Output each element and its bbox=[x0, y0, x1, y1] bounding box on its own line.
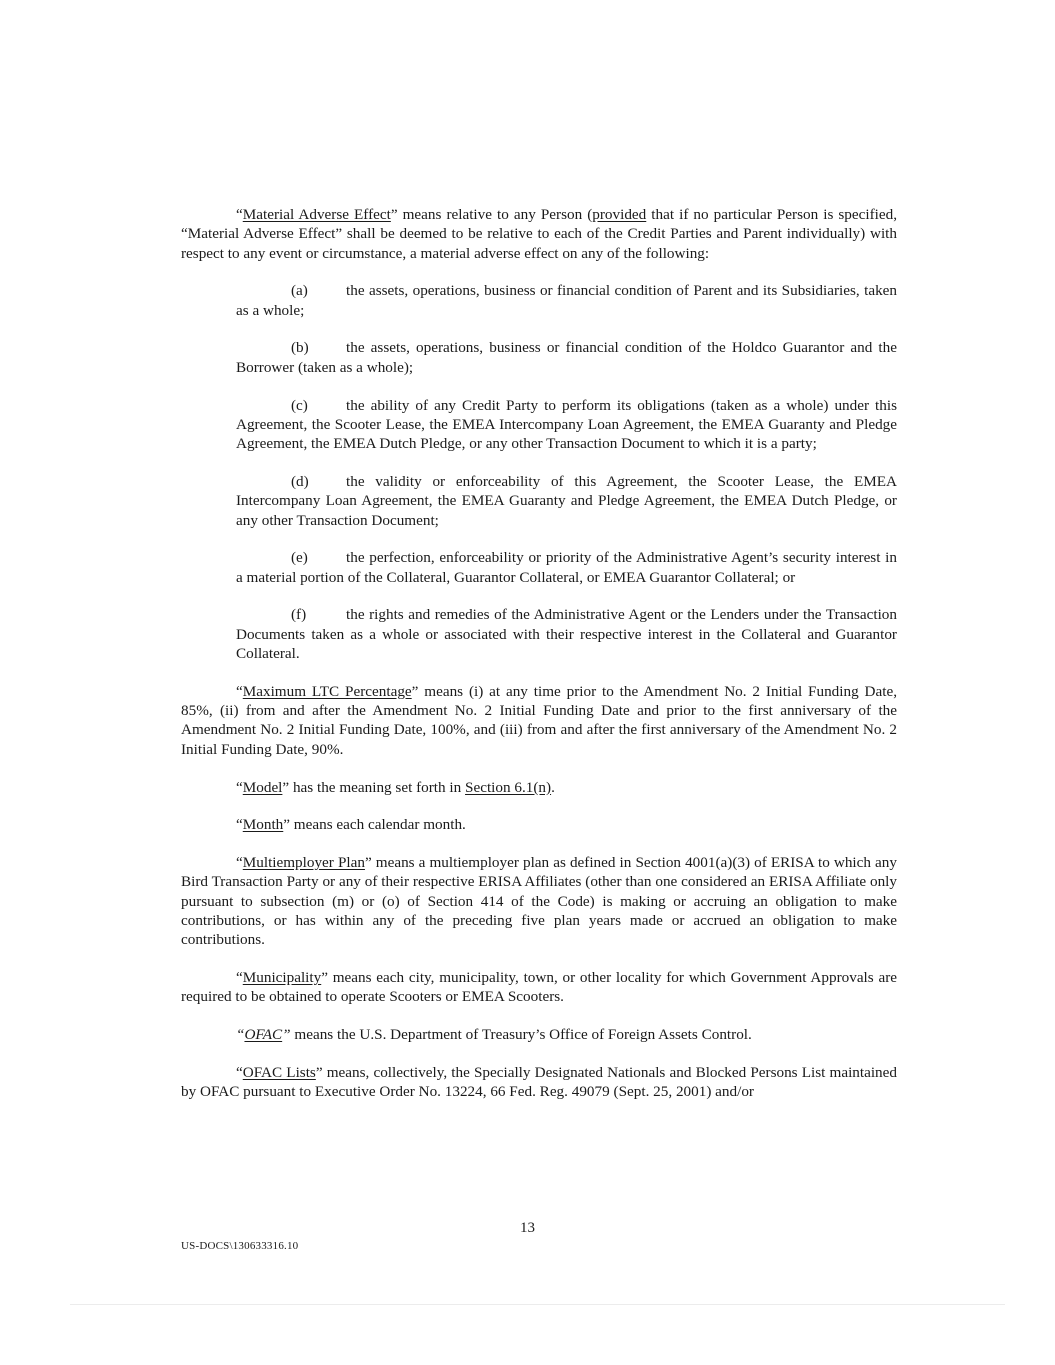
defined-term: Maximum LTC Percentage bbox=[242, 682, 412, 700]
clause-label: (c) bbox=[291, 396, 308, 414]
clause-b: (b) the assets, operations, business or financial condition of the Holdco Guarantor and the Borrower (taken as a whole); bbox=[236, 339, 897, 376]
definition-maximum-ltc-percentage: “Maximum LTC Percentage” means (i) at any time prior to the Amendment No. 2 Initial Funding Date, 85%, (ii) from and after the Amendment No. 2 Initial Funding Date and prior to the first anniversary of the Amendment No. 2 Initial Funding Date, 100%, and (iii) from and after the first anniversary of the Amendment No. 2 Initial Funding Date, 90%. bbox=[181, 682, 897, 758]
footer-divider bbox=[70, 1304, 1005, 1305]
defined-term: Material Adverse Effect bbox=[242, 206, 391, 223]
defined-term: Month bbox=[242, 816, 284, 834]
definition-multiemployer-plan: “Multiemployer Plan” means a multiemployer plan as defined in Section 4001(a)(3) of ERISA to which any Bird Transaction Party or any of their respective ERISA Affiliates (other than one considered an ERISA Affiliate only pursuant to subsection (m) or (o) of Section 414 of the Code) is making or accruing an obligation to make contributions, or has within any of the preceding five plan years made or accrued an obligation to make contributions. bbox=[181, 854, 897, 949]
definition-municipality: “Municipality” means each city, municipality, town, or other locality for which Government Approvals are required to be obtained to operate Scooters or EMEA Scooters. bbox=[181, 969, 897, 1006]
clause-a: (a) the assets, operations, business or financial condition of Parent and its Subsidiaries, taken as a whole; bbox=[236, 282, 897, 319]
defined-term: OFAC bbox=[244, 1026, 283, 1044]
document-body bbox=[181, 205, 897, 1120]
defined-term: OFAC Lists bbox=[242, 1064, 316, 1081]
clause-d: (d) the validity or enforceability of this Agreement, the Scooter Lease, the EMEA Intercompany Loan Agreement, the EMEA Guaranty and Pledge Agreement, the EMEA Dutch Pledge, or any other Transaction Document; bbox=[236, 472, 897, 529]
provided-term: provided bbox=[592, 206, 647, 223]
definition-model: “Model” has the meaning set forth in Section 6.1(n). bbox=[236, 778, 555, 796]
clause-label: (f) bbox=[291, 606, 307, 624]
defined-term: Municipality bbox=[242, 969, 322, 987]
clause-e: (e) the perfection, enforceability or priority of the Administrative Agent’s security interest in a material portion of the Collateral, Guarantor Collateral, or EMEA Guarantor Collateral; or bbox=[236, 549, 897, 586]
definition-ofac-lists: “OFAC Lists” means, collectively, the Specially Designated Nationals and Blocked Persons List maintained by OFAC pursuant to Executive Order No. 13224, 66 Fed. Reg. 49079 (Sept. 25, 2001) and/or bbox=[181, 1064, 897, 1101]
document-id: US-DOCS\130633316.10 bbox=[181, 1240, 299, 1252]
clause-c: (c) the ability of any Credit Party to perform its obligations (taken as a whole) under this Agreement, the Scooter Lease, the EMEA Intercompany Loan Agreement, the EMEA Guaranty and Pledge Agreement, the EMEA Dutch Pledge, or any other Transaction Document to which it is a party; bbox=[236, 396, 897, 453]
section-reference: Section 6.1(n) bbox=[465, 778, 552, 796]
clause-label: (a) bbox=[291, 282, 308, 300]
definition-ofac: “OFAC” means the U.S. Department of Treasury’s Office of Foreign Assets Control. bbox=[236, 1026, 752, 1044]
defined-term: Model bbox=[242, 778, 283, 796]
definition-month: “Month” means each calendar month. bbox=[236, 816, 466, 834]
clause-label: (b) bbox=[291, 339, 309, 357]
page-number: 13 bbox=[520, 1220, 535, 1236]
clause-f: (f) the rights and remedies of the Administrative Agent or the Lenders under the Transaction Documents taken as a whole or associated with their respective interest in the Collateral and Guarantor Collateral. bbox=[236, 606, 897, 663]
defined-term: Multiemployer Plan bbox=[242, 854, 365, 872]
clause-label: (d) bbox=[291, 472, 309, 490]
clause-label: (e) bbox=[291, 549, 308, 567]
definition-material-adverse-effect: “Material Adverse Effect” means relative to any Person (provided that if no particular Person is specified, “Material Adverse Effect” shall be deemed to be relative to each of the Credit Parties and Parent individually) with respect to any event or circumstance, a material adverse effect on any of the following: bbox=[181, 206, 898, 262]
